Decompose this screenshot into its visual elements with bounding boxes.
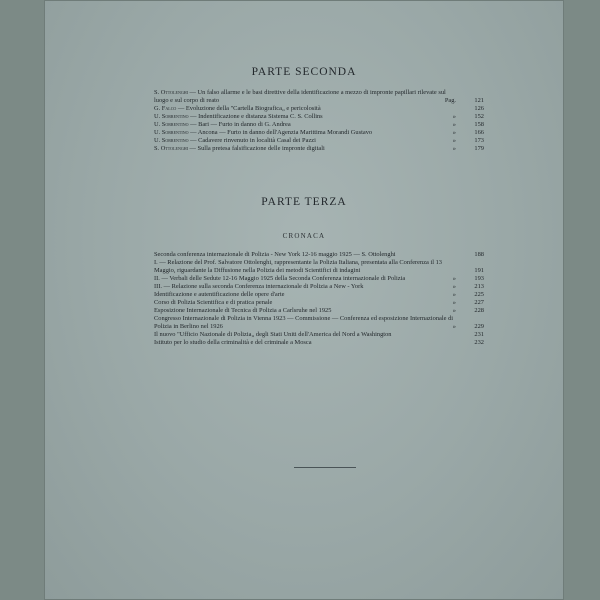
toc-entry-page [452, 137, 484, 145]
toc-entry-page-number: 121 [474, 97, 484, 104]
toc-entry-title [154, 299, 458, 307]
toc-entry-page-number: 213 [474, 283, 484, 290]
toc-entry-text: Esposizione Internazionale di Tecnica di Polizia a Carlsruhe nel 1925 [154, 307, 332, 314]
toc-entry-page-prefix: » [452, 113, 456, 120]
toc-entry-page [452, 121, 484, 129]
toc-entry [154, 299, 484, 307]
toc-list-parte-terza [154, 251, 484, 347]
toc-entry [154, 121, 484, 129]
toc-entry-author: S. Ottolenghi [154, 145, 188, 152]
toc-entry-page-number: 229 [474, 323, 484, 330]
toc-entry-page-prefix: » [452, 121, 456, 128]
toc-entry [154, 137, 484, 145]
toc-entry-title [154, 121, 458, 129]
toc-entry-title [154, 307, 458, 315]
toc-entry-page-number: 166 [474, 129, 484, 136]
toc-entry-title [154, 339, 458, 347]
toc-entry-author: U. Sorrentino [154, 137, 189, 144]
toc-entry-text: Seconda conferenza internazionale di Polizia - New York 12-16 maggio 1925 — S. Ottolenghi [154, 251, 396, 258]
toc-entry-text: — Evoluzione della "Cartella Biografica„ e pericolosità [176, 105, 321, 112]
toc-entry-page-prefix: » [452, 307, 456, 314]
toc-entry-page-prefix: » [452, 137, 456, 144]
toc-entry-text: II. — Verbali delle Sedute 12-16 Maggio 1925 della Seconda Conferenza internazionale di Polizia [154, 275, 406, 282]
toc-entry [154, 251, 484, 259]
toc-entry-title [154, 137, 458, 145]
toc-entry-page [460, 331, 484, 339]
toc-entry-author: S. Ottolenghi [154, 89, 188, 96]
toc-entry [154, 129, 484, 137]
book-page [44, 0, 564, 600]
toc-entry-author: G. Falco [154, 105, 177, 112]
toc-entry [154, 89, 484, 105]
toc-entry-page [460, 339, 484, 347]
toc-entry-text: — Bari — Furto in danno di G. Andrea [188, 121, 291, 128]
toc-entry-text: Congresso Internazionale di Polizia in Vienna 1923 — Commissione — Conferenza ed esposizione Internazionale di Polizia in Berlino nel 1926 [154, 315, 454, 330]
toc-entry-page-number: 126 [474, 105, 484, 112]
toc-entry-title [154, 259, 458, 275]
toc-entry-text: — Indentificazione e distanza Sistema C. S. Collins [188, 113, 323, 120]
toc-entry-page [460, 105, 484, 113]
toc-entry [154, 259, 484, 275]
toc-entry-page-number: 227 [474, 299, 484, 306]
toc-entry-page-number: 228 [474, 307, 484, 314]
toc-entry-page-number: 191 [474, 267, 484, 274]
toc-entry-author: U. Sorrentino [154, 129, 189, 136]
toc-entry-page [452, 299, 484, 307]
closing-rule [294, 467, 356, 468]
toc-list-parte-seconda [154, 89, 484, 153]
section-heading-parte-seconda: PARTE SECONDA [251, 66, 357, 78]
toc-entry-page-prefix: » [452, 275, 456, 282]
toc-entry-page [444, 97, 484, 105]
toc-entry-page [460, 251, 484, 259]
toc-entry-title [154, 291, 458, 299]
toc-entry [154, 275, 484, 283]
toc-entry-title [154, 315, 458, 331]
toc-entry-author: U. Sorrentino [154, 113, 189, 120]
toc-entry-title [154, 89, 458, 105]
section-heading-parte-terza: PARTE TERZA [261, 196, 347, 208]
toc-entry-text: Corso di Polizia Scientifica e di pratica penale [154, 299, 273, 306]
toc-entry-page-number: 188 [474, 251, 484, 258]
toc-entry-page-prefix: » [452, 291, 456, 298]
toc-entry-page-prefix: Pag. [444, 97, 456, 104]
toc-entry [154, 339, 484, 347]
toc-entry-title [154, 251, 458, 259]
toc-entry [154, 307, 484, 315]
toc-entry [154, 145, 484, 153]
toc-entry-author: U. Sorrentino [154, 121, 189, 128]
toc-entry-page [452, 291, 484, 299]
toc-entry-page [452, 129, 484, 137]
toc-entry-page-prefix: » [452, 323, 456, 330]
toc-entry-text: — Cadavere rinvenuto in località Casal dei Pazzi [188, 137, 316, 144]
toc-entry [154, 331, 484, 339]
toc-entry-page-number: 173 [474, 137, 484, 144]
toc-entry-title [154, 145, 458, 153]
toc-entry-page-number: 225 [474, 291, 484, 298]
toc-entry-page [452, 323, 484, 331]
toc-entry-page [452, 113, 484, 121]
toc-entry-page-number: 231 [474, 331, 484, 338]
toc-entry-page-prefix: » [452, 145, 456, 152]
toc-entry-page-prefix: » [452, 283, 456, 290]
toc-entry-title [154, 283, 458, 291]
toc-entry-text: — Un falso allarme e le basi direttive della identificazione a mezzo di impronte papillari rilevate sul luogo e sul corpo di reato [154, 89, 446, 104]
toc-entry-page-prefix: » [452, 129, 456, 136]
toc-entry-page-number: 193 [474, 275, 484, 282]
toc-entry-page-number: 158 [474, 121, 484, 128]
toc-entry [154, 105, 484, 113]
toc-entry-title [154, 331, 458, 339]
toc-entry [154, 291, 484, 299]
subheading-cronaca: CRONACA [282, 232, 326, 240]
toc-entry-text: Il nuovo "Ufficio Nazionale di Polizia„ degli Stati Uniti dell'America del Nord a Washington [154, 331, 392, 338]
toc-entry-page [452, 145, 484, 153]
toc-entry [154, 315, 484, 331]
toc-entry-text: — Ancona — Furto in danno dell'Agenzia Marittima Morandi Gustavo [188, 129, 373, 136]
toc-entry-title [154, 275, 458, 283]
toc-entry-text: I. — Relazione del Prof. Salvatore Ottolenghi, rappresentante la Polizia Italiana, presentata alla Conferenza il 13 Maggio, riguardante la Diffusione nella Polizia dei metodi Scientifici di indagini [154, 259, 443, 274]
toc-entry-title [154, 113, 458, 121]
toc-entry-page [452, 307, 484, 315]
toc-entry-page [460, 267, 484, 275]
toc-entry-page [452, 283, 484, 291]
toc-entry [154, 113, 484, 121]
toc-entry [154, 283, 484, 291]
toc-entry-title [154, 105, 458, 113]
toc-entry-text: Istituto per lo studio della criminalità e del criminale a Mosca [154, 339, 312, 346]
toc-entry-text: Identificazione e autentificazione delle opere d'arte [154, 291, 285, 298]
toc-entry-text: III. — Relazione sulla seconda Conferenza internazionale di Polizia a New - York [154, 283, 364, 290]
toc-entry-page-number: 179 [474, 145, 484, 152]
toc-entry-page-prefix: » [452, 299, 456, 306]
toc-entry-page [452, 275, 484, 283]
toc-entry-page-number: 152 [474, 113, 484, 120]
toc-entry-title [154, 129, 458, 137]
toc-entry-text: — Sulla pretesa falsificazione delle impronte digitali [187, 145, 325, 152]
toc-entry-page-number: 232 [474, 339, 484, 346]
